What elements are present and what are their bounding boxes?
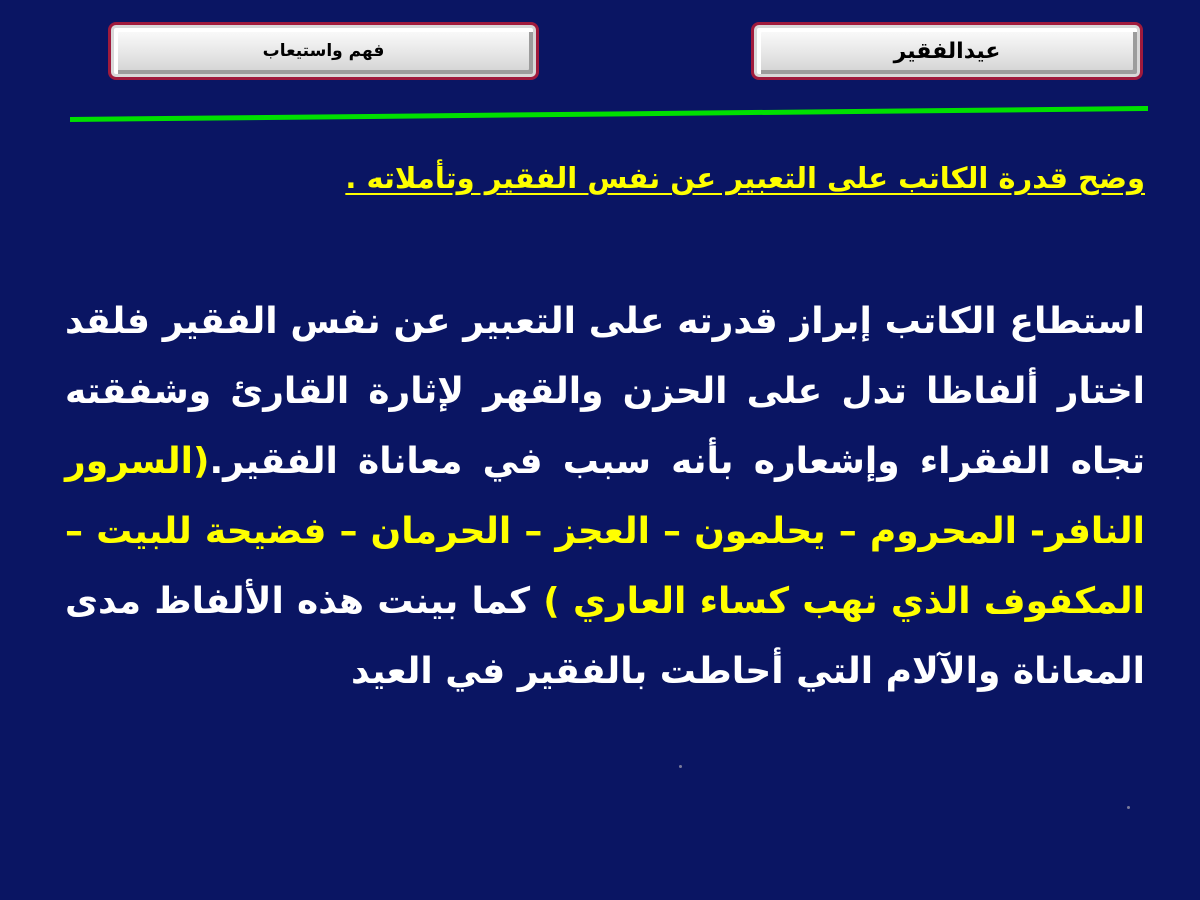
answer-highlighted-words: (السرور النافر- المحروم – يحلمون – العجز – الحرمان – فضيحة للبيت – المكفوف الذي نهب كساء العاري ) [65,441,1145,622]
answer-intro-text: استطاع الكاتب إبراز قدرته على التعبير عن نفس الفقير فلقد اختار ألفاظا تدل على الحزن والقهر لإثارة القارئ وشفقته تجاه الفقراء وإشعاره بأنه سبب في معاناة الفقير. [65,301,1145,482]
question-heading: وضح قدرة الكاتب على التعبير عن نفس الفقير وتأملاته . [345,161,1145,195]
stray-dot [1127,806,1130,809]
stray-dot [679,765,682,768]
section-label: فهم واستيعاب [262,41,385,61]
answer-conclusion-text: كما بينت هذه الألفاظ مدى المعاناة والآلام التي أحاطت بالفقير في العيد [65,581,1145,692]
answer-paragraph [65,287,1145,707]
section-tab [108,22,539,80]
lesson-title-label: عيدالفقير [893,38,1001,64]
lesson-title-tab [751,22,1143,80]
